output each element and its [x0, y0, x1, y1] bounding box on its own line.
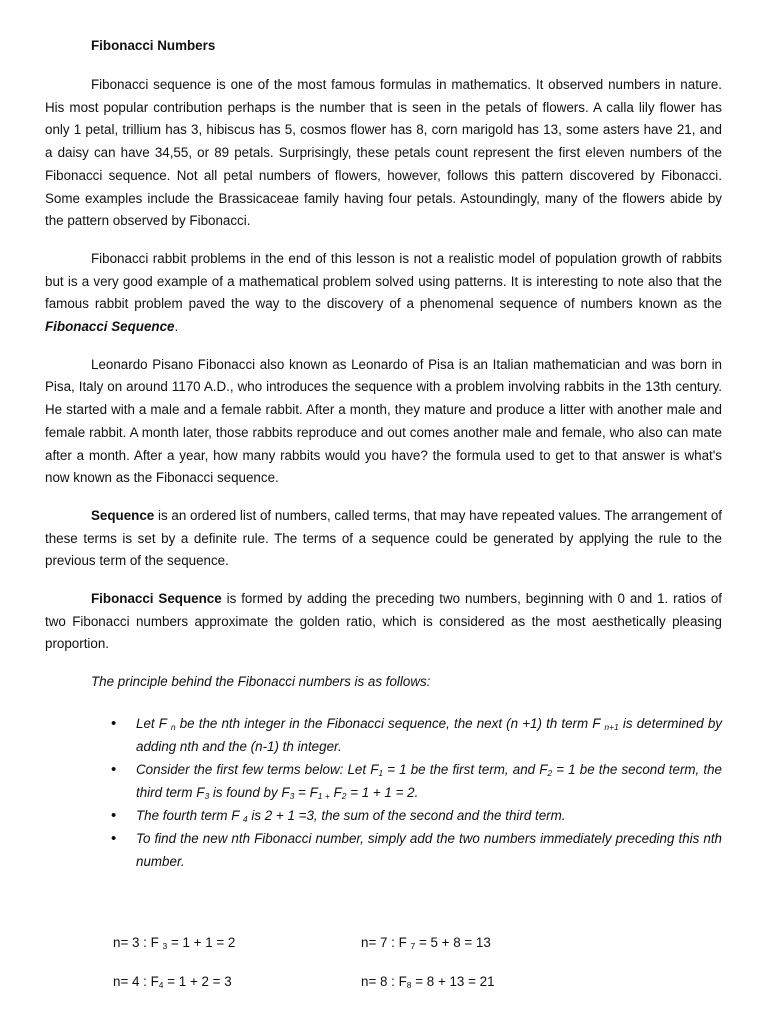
- list-item: • Let F $_n$ be the nth integer in the Fibonacci sequence, the next (n +1) th term F $_{n+1}$ is determined by adding nth and the (n-1) th integer.: [111, 713, 722, 758]
- principle-list: [45, 713, 722, 873]
- fibonacci-sequence-term: Fibonacci Sequence: [45, 319, 175, 335]
- list-item: • The fourth term F $_4$ is 2 + 1 =3, the sum of the second and the third term.: [111, 805, 722, 828]
- paragraph-rabbit-text: Fibonacci rabbit problems in the end of this lesson is not a realistic model of population growth of rabbits but is a very good example of a mathematical problem solved using patterns. It is interesting to note also that the famous rabbit problem paved the way to the discovery of a phenomenal sequence of numbers known as the: [45, 250, 722, 312]
- equation-row: [113, 971, 713, 1010]
- paragraph-intro: Fibonacci sequence is one of the most famous formulas in mathematics. It observed numbers in nature. His most popular contribution perhaps is the number that is seen in the petals of flowers. A calla lily flower has only 1 petal, trillium has 3, hibiscus has 5, cosmos flower has 8, corn marigold has 13, some asters have 21, and a daisy can have 34,55, or 89 petals. Surprisingly, these petals count represent the first eleven numbers of the Fibonacci sequence. Not all petal numbers of flowers, however, follows this pattern discovered by Fibonacci. Some examples include the Brassicaceae family having four petals. Astoundingly, many of the flowers abide by the pattern observed by Fibonacci.: [45, 77, 722, 229]
- list-item: • To find the new nth Fibonacci number, simply add the two numbers immediately preceding this nth number.: [111, 828, 722, 873]
- sequence-definition-text: is an ordered list of numbers, called terms, that may have repeated values. The arrangement of these terms is set by a definite rule. The terms of a sequence could be generated by applying the rule to the previous term of the sequence.: [45, 507, 722, 569]
- paragraph-leonardo: Leonardo Pisano Fibonacci also known as Leonardo of Pisa is an Italian mathematician and was born in Pisa, Italy on around 1170 A.D., who introduces the sequence with a problem involving rabbits in the 13th century. He started with a male and a female rabbit. After a month, they mature and produce a litter with another male and female rabbit. A month later, those rabbits reproduce and out comes another male and female, who also can mate after a month. After a year, how many rabbits would you have? the formula used to get to that answer is what's now known as the Fibonacci sequence.: [45, 356, 722, 486]
- principle-heading: The principle behind the Fibonacci numbers is as follows:: [91, 674, 431, 690]
- document-title: Fibonacci Numbers: [91, 38, 216, 53]
- sequence-term: Sequence: [91, 507, 155, 523]
- equation-n8: n= 8 : $F_8 = 8 + 13 = 21$: [361, 973, 495, 990]
- paragraph-rabbit-problem: [45, 248, 722, 339]
- equation-grid: [113, 932, 713, 1009]
- equation-n4: n= 4 : $F_4 = 1 + 2 = 3$: [113, 973, 232, 990]
- paragraph-sequence-definition: [45, 505, 722, 573]
- list-item: • Consider the first few terms below: Let $F_1 = 1$ be the first term, and $F_2 = 1$ be the second term, the third term $F_3$ is found by $F_3 = F_{1 +}$ $F_2 = 1 + 1 = 2$.: [111, 759, 722, 804]
- equation-row: [113, 932, 713, 971]
- fibonacci-definition-text: is formed by adding the preceding two numbers, beginning with 0 and 1. ratios of two Fibonacci numbers approximate the golden ratio, which is considered as the most aesthetically pleasing proportion.: [45, 591, 722, 652]
- paragraph-fibonacci-definition: [45, 588, 722, 656]
- paragraph-rabbit-end: .: [174, 319, 179, 335]
- fibonacci-sequence-heading: Fibonacci Sequence: [91, 591, 222, 607]
- equation-n7: n= 7 : F $_7$ = 5 + 8 = 13: [361, 935, 491, 951]
- equation-n3: n= 3 : F $_3$ = 1 + 1 = 2: [113, 935, 236, 951]
